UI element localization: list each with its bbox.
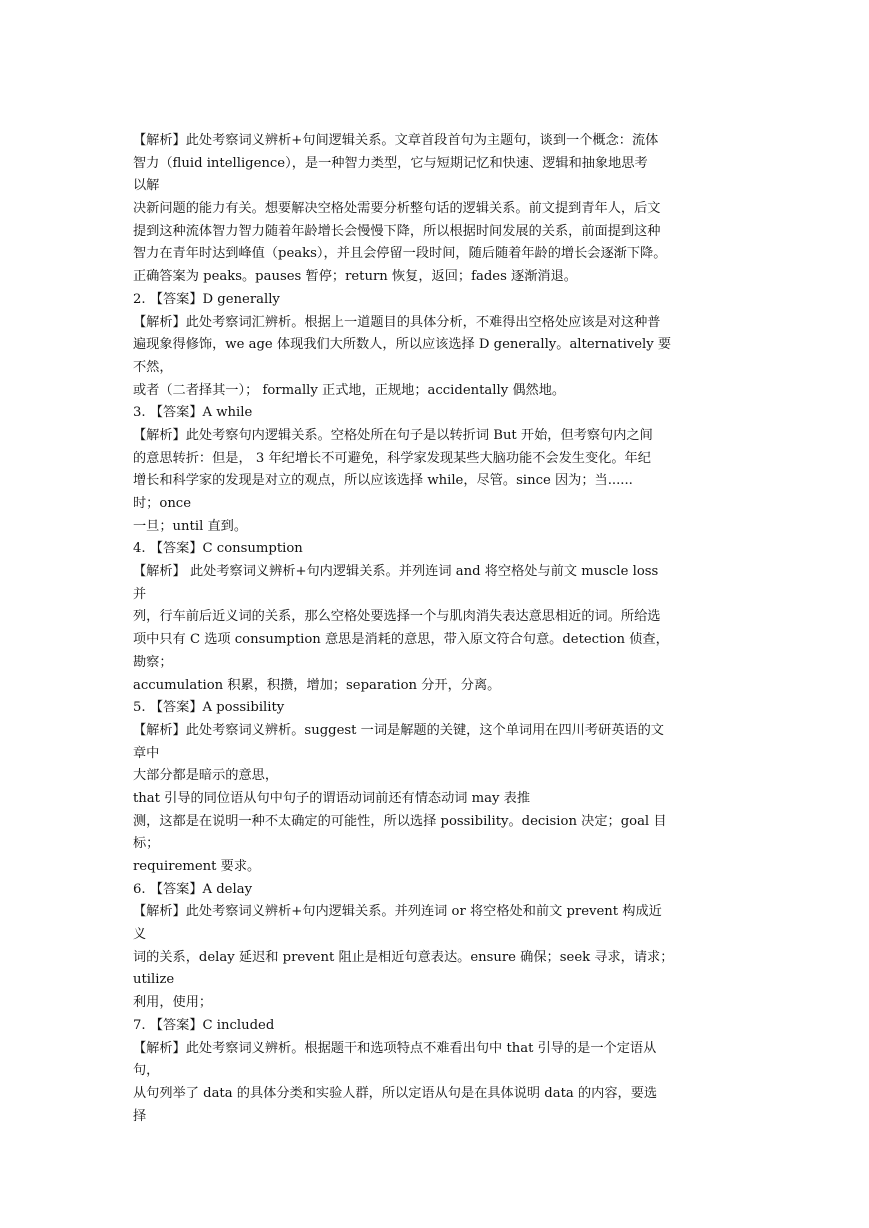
text-line: 标；: [133, 836, 160, 852]
text-line: that 引导的同位语从句中句子的谓语动词前还有情态动词 may 表推: [133, 790, 531, 806]
text-line: 的意思转折：但是， 3 年纪增长不可避免，科学家发现某些大脑功能不会发生变化。年纪: [133, 450, 651, 466]
text-line: 智力在青年时达到峰值（peaks），并且会停留一段时间，随后随着年龄的增长会逐渐下降。: [133, 246, 667, 262]
text-line: 【解析】此处考察词义辨析。根据题干和选项特点不难看出句中 that 引导的是一个定语从: [133, 1040, 657, 1056]
text-line: 【解析】此处考察词汇辨析。根据上一道题目的具体分析，不难得出空格处应该是对这种普: [133, 314, 661, 330]
text-line: 项中只有 C 选项 consumption 意思是消耗的意思，带入原文符合句意。detection 侦查，: [133, 632, 669, 648]
text-line: 测，这都是在说明一种不太确定的可能性，所以选择 possibility。decision 决定；goal 目: [133, 813, 667, 829]
text-line: 【解析】此处考察词义辨析。suggest 一词是解题的关键，这个单词用在四川考研英语的文: [133, 722, 664, 738]
answer-heading: 3. 【答案】A while: [133, 405, 253, 421]
text-line: 提到这种流体智力智力随着年龄增长会慢慢下降，所以根据时间发展的关系，前面提到这种: [133, 223, 661, 239]
answer-heading: 6. 【答案】A delay: [133, 881, 253, 897]
text-line: 【解析】此处考察句内逻辑关系。空格处所在句子是以转折词 But 开始，但考察句内之间: [133, 427, 653, 443]
text-line: 列，行车前后近义词的关系，那么空格处要选择一个与肌肉消失表达意思相近的词。所给选: [133, 609, 661, 625]
answer-heading: 5. 【答案】A possibility: [133, 700, 285, 716]
answer-heading: 2. 【答案】D generally: [133, 291, 280, 307]
text-line: 句，: [133, 1063, 160, 1079]
text-line: 从句列举了 data 的具体分类和实验人群，所以定语从句是在具体说明 data 的内容，要选: [133, 1085, 658, 1101]
text-line: 义: [133, 927, 147, 943]
text-line: 智力（fluid intelligence），是一种智力类型，它与短期记忆和快速、逻辑和抽象地思考: [133, 155, 648, 171]
text-line: 时；once: [133, 496, 191, 511]
text-line: 正确答案为 peaks。pauses 暂停；return 恢复，返回；fades 逐渐消退。: [133, 269, 577, 285]
text-line: 择: [133, 1108, 147, 1124]
text-line: 并: [133, 586, 147, 602]
text-line: 或者（二者择其一）； formally 正式地，正规地；accidentally 偶然地。: [133, 382, 566, 398]
text-line: 章中: [133, 745, 160, 761]
answer-heading: 4. 【答案】C consumption: [133, 541, 303, 557]
text-line: 【解析】 此处考察词义辨析+句内逻辑关系。并列连词 and 将空格处与前文 muscle loss: [133, 564, 659, 580]
text-line: 遍现象得修饰，we age 体现我们大所数人，所以应该选择 D generally。alternatively 要: [133, 337, 672, 353]
text-line: 以解: [133, 178, 160, 194]
document-page: [133, 130, 743, 1128]
text-line: 【解析】此处考察词义辨析+句间逻辑关系。文章首段首句为主题句，谈到一个概念：流体: [133, 133, 659, 148]
text-line: 大部分都是暗示的意思，: [133, 768, 279, 784]
text-line: requirement 要求。: [133, 859, 261, 874]
text-line: 【解析】此处考察词义辨析+句内逻辑关系。并列连词 or 将空格处和前文 prevent 构成近: [133, 904, 662, 920]
text-line: 增长和科学家的发现是对立的观点，所以应该选择 while，尽管。since 因为；当......: [133, 473, 633, 489]
text-line: utilize: [133, 972, 175, 988]
text-line: 勘察；: [133, 654, 173, 670]
text-line: 决新问题的能力有关。想要解决空格处需要分析整句话的逻辑关系。前文提到青年人，后文: [133, 201, 661, 217]
text-line: accumulation 积累，积攒，增加；separation 分开，分离。: [133, 677, 501, 693]
text-line: 利用，使用；: [133, 995, 213, 1011]
text-line: 词的关系，delay 延迟和 prevent 阻止是相近句意表达。ensure 确保；seek 寻求，请求；: [133, 949, 674, 965]
text-line: 不然，: [133, 359, 173, 375]
answer-heading: 7. 【答案】C included: [133, 1017, 275, 1033]
text-line: 一旦；until 直到。: [133, 518, 248, 534]
